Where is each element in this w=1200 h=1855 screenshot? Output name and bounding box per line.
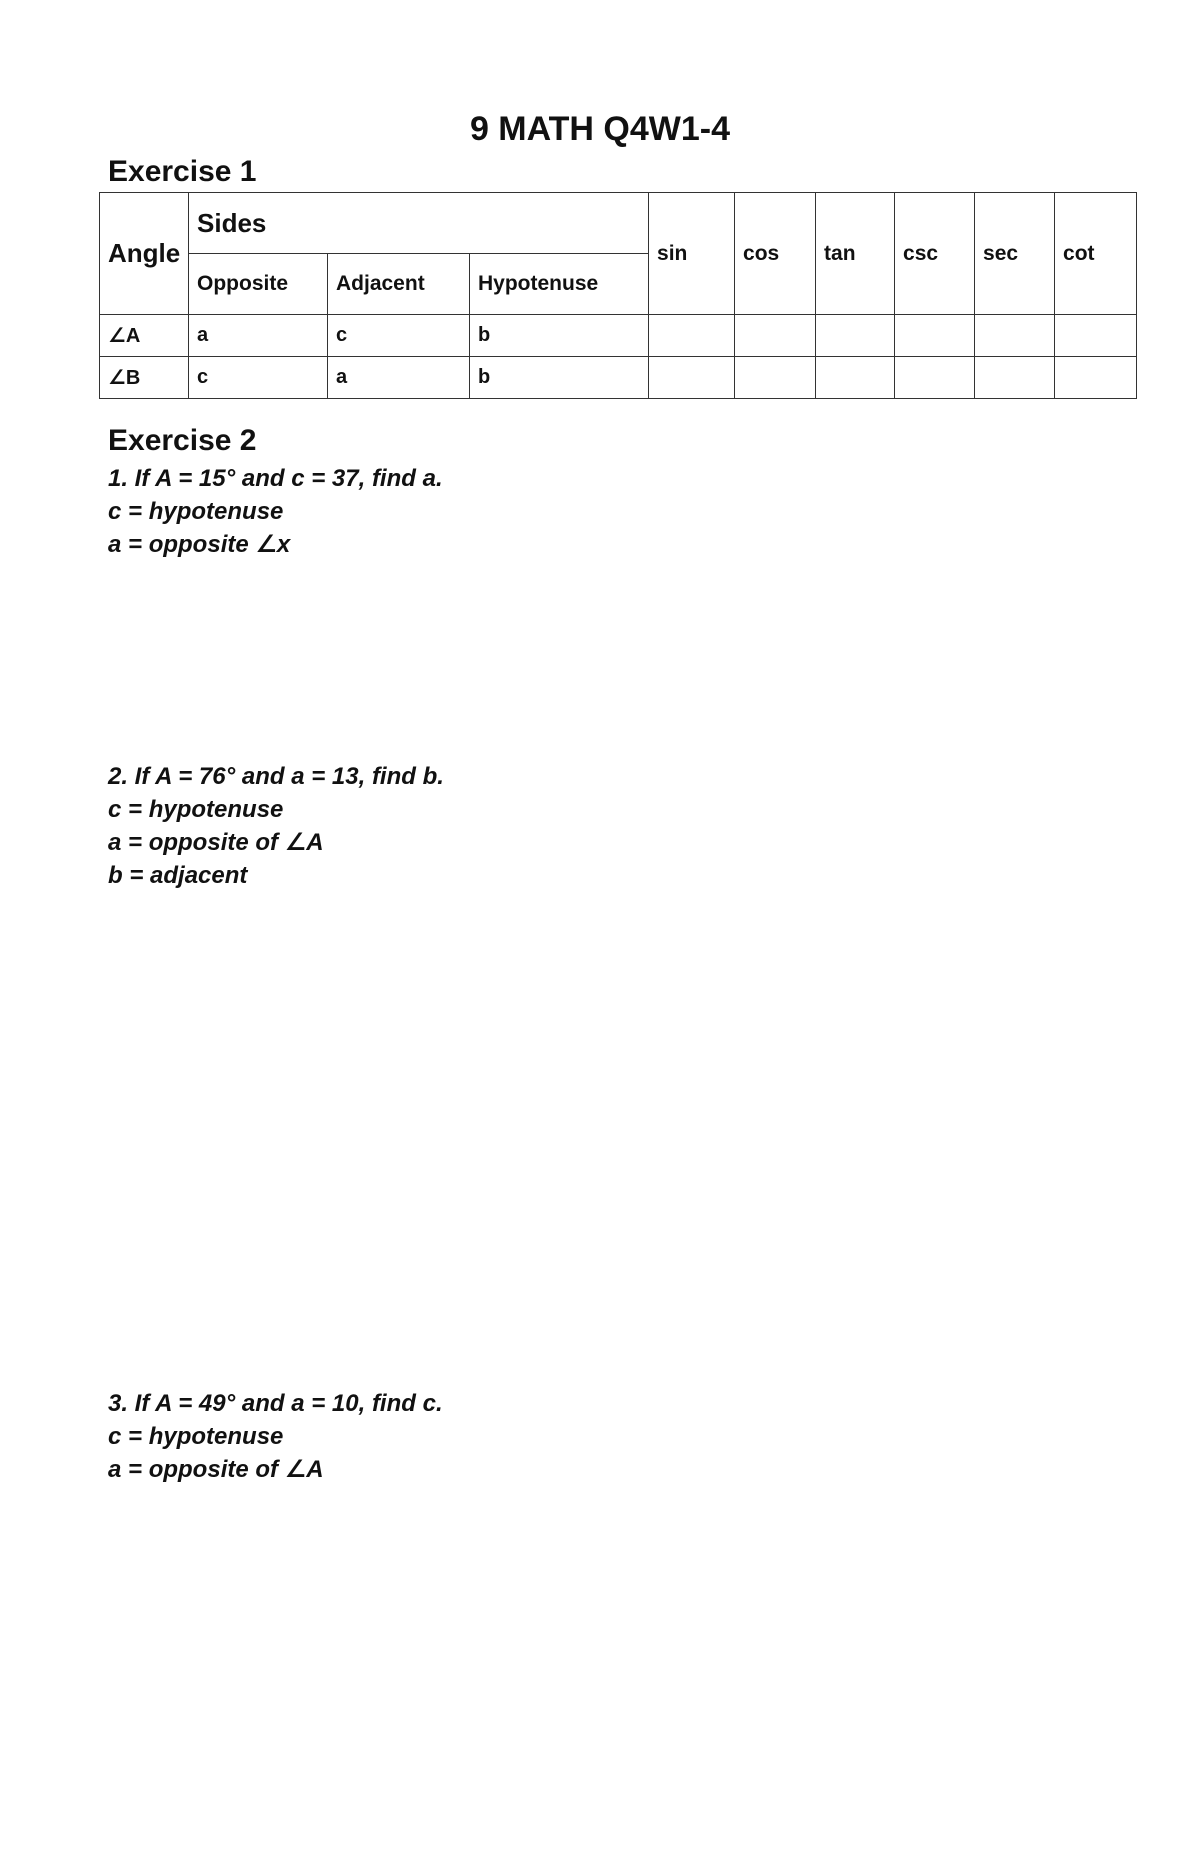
opposite-header: Opposite <box>189 254 328 315</box>
sides-header: Sides <box>189 193 649 254</box>
exercise-2-heading: Exercise 2 <box>108 424 257 457</box>
cot-answer-cell[interactable] <box>1055 315 1137 357</box>
problem-1 <box>108 462 443 561</box>
adjacent-cell: c <box>328 315 470 357</box>
trig-ratio-table <box>99 192 1137 399</box>
sec-answer-cell[interactable] <box>975 315 1055 357</box>
exercise-1-heading: Exercise 1 <box>108 155 257 188</box>
csc-answer-cell[interactable] <box>895 357 975 399</box>
csc-answer-cell[interactable] <box>895 315 975 357</box>
problem-2 <box>108 760 444 892</box>
table-row <box>100 315 1137 357</box>
angle-cell: ∠A <box>100 315 189 357</box>
opposite-cell: a <box>189 315 328 357</box>
angle-cell: ∠B <box>100 357 189 399</box>
problem-3 <box>108 1387 443 1486</box>
problem-statement: 1. If A = 15° and c = 37, find a. <box>108 465 443 492</box>
hypotenuse-header: Hypotenuse <box>470 254 649 315</box>
cos-answer-cell[interactable] <box>735 315 816 357</box>
problem-hint: b = adjacent <box>108 862 248 889</box>
table-row <box>100 357 1137 399</box>
cot-answer-cell[interactable] <box>1055 357 1137 399</box>
sec-answer-cell[interactable] <box>975 357 1055 399</box>
problem-hint: a = opposite ∠x <box>108 531 291 558</box>
angle-header: Angle <box>100 193 189 315</box>
opposite-cell: c <box>189 357 328 399</box>
sin-answer-cell[interactable] <box>649 315 735 357</box>
tan-answer-cell[interactable] <box>816 357 895 399</box>
problem-hint: a = opposite of ∠A <box>108 829 324 856</box>
problem-hint: c = hypotenuse <box>108 498 284 525</box>
cot-header: cot <box>1055 193 1137 315</box>
tan-answer-cell[interactable] <box>816 315 895 357</box>
csc-header: csc <box>895 193 975 315</box>
cos-header: cos <box>735 193 816 315</box>
adjacent-header: Adjacent <box>328 254 470 315</box>
problem-statement: 3. If A = 49° and a = 10, find c. <box>108 1390 443 1417</box>
page-title: 9 MATH Q4W1-4 <box>469 110 731 148</box>
problem-hint: c = hypotenuse <box>108 1423 284 1450</box>
tan-header: tan <box>816 193 895 315</box>
sin-header: sin <box>649 193 735 315</box>
sin-answer-cell[interactable] <box>649 357 735 399</box>
hypotenuse-cell: b <box>470 357 649 399</box>
problem-hint: a = opposite of ∠A <box>108 1456 324 1483</box>
sec-header: sec <box>975 193 1055 315</box>
problem-hint: c = hypotenuse <box>108 796 284 823</box>
hypotenuse-cell: b <box>470 315 649 357</box>
problem-statement: 2. If A = 76° and a = 13, find b. <box>108 763 444 790</box>
table-header-row <box>100 193 1137 254</box>
adjacent-cell: a <box>328 357 470 399</box>
cos-answer-cell[interactable] <box>735 357 816 399</box>
